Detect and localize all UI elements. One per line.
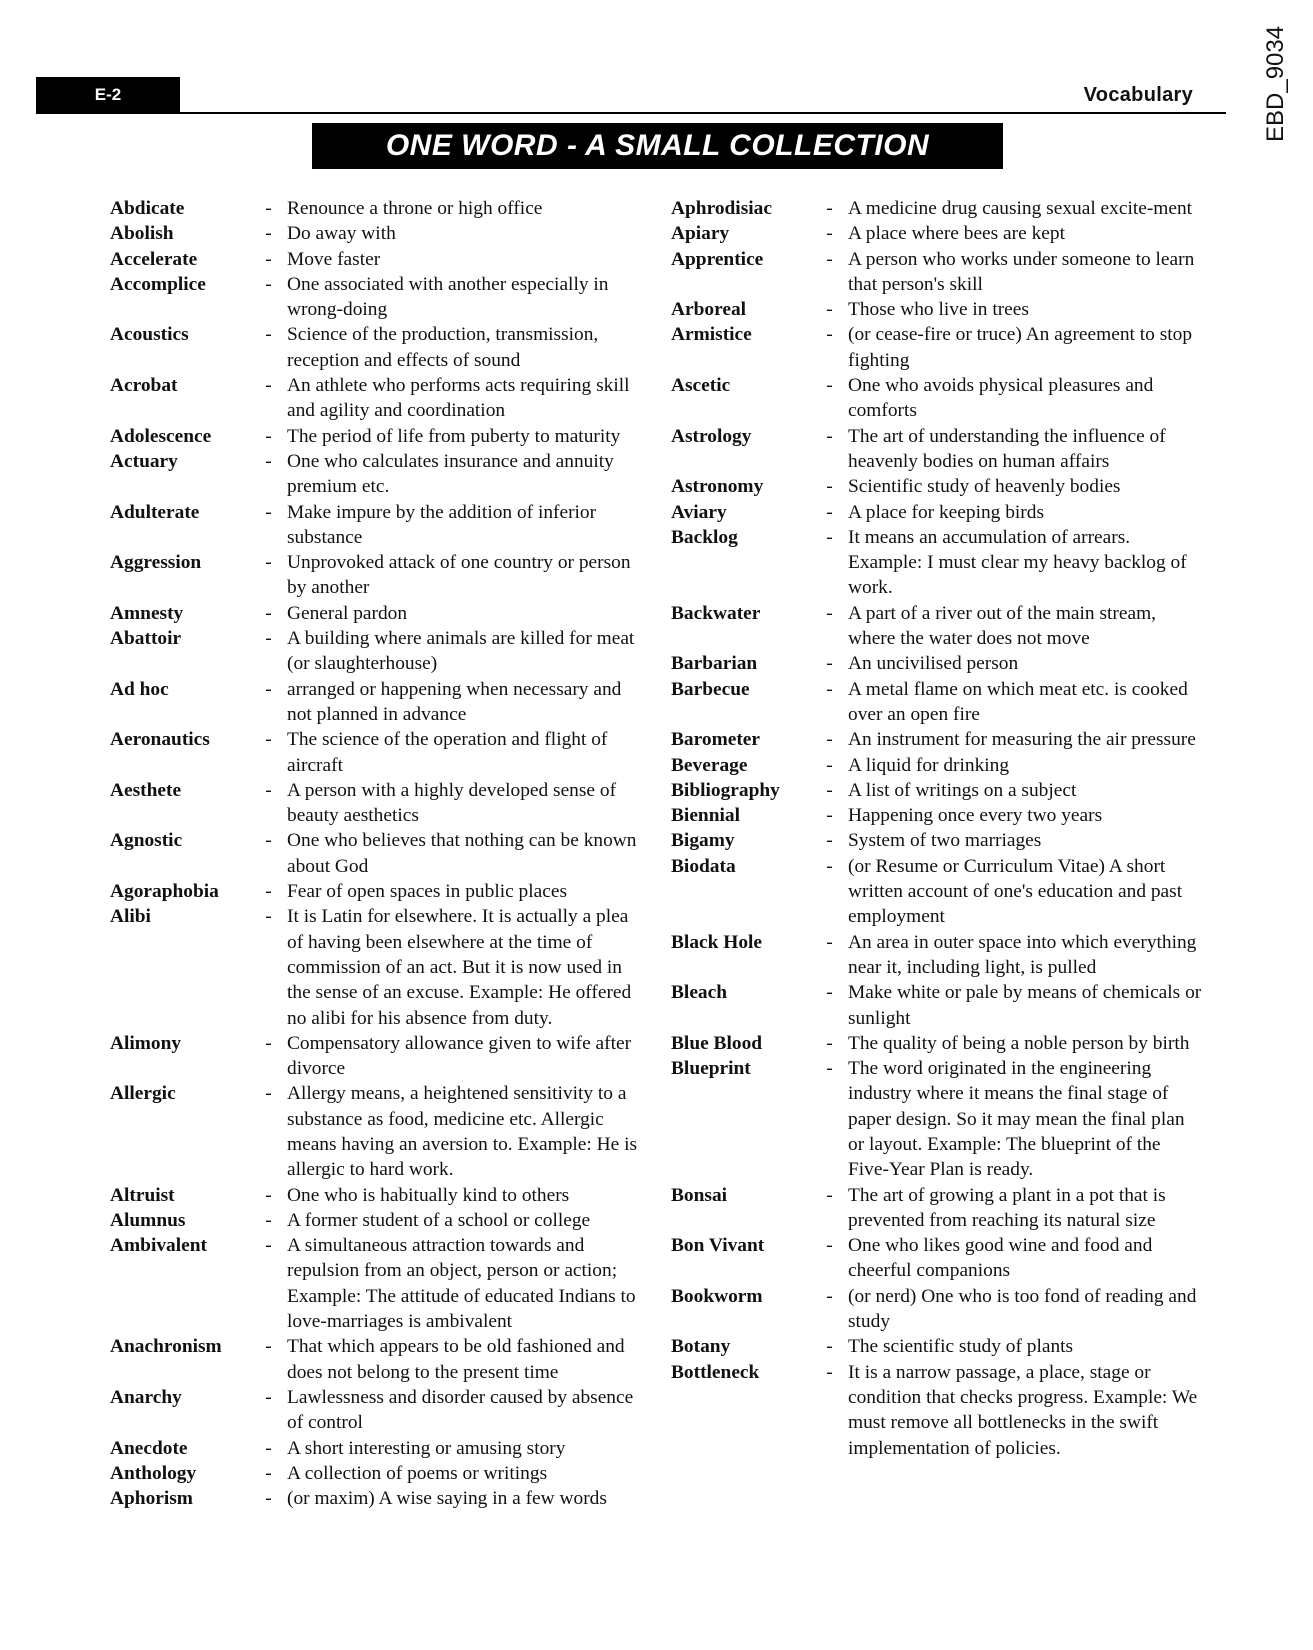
vocab-term: Arboreal (671, 299, 747, 321)
vocab-term: Armistice (671, 324, 752, 346)
vocab-term: Accelerate (110, 248, 198, 270)
vocab-term: Barbecue (671, 678, 750, 700)
vocab-entry (110, 322, 642, 373)
dash-separator: - (826, 299, 833, 321)
vocab-entry (110, 449, 642, 500)
vocab-term: Adulterate (110, 501, 200, 523)
vocab-entry (110, 272, 642, 323)
vocab-term: Anthology (110, 1462, 197, 1484)
vocab-term: Ad hoc (110, 678, 169, 700)
vocab-entry (110, 904, 642, 1030)
vocab-entry (110, 1233, 642, 1334)
vocab-definition: A medicine drug causing sexual excite-ment (848, 198, 1193, 219)
vocab-entry (671, 930, 1203, 981)
vocab-term: Anachronism (110, 1336, 222, 1358)
vocab-entry (110, 879, 642, 904)
dash-separator: - (265, 425, 272, 447)
page-title: ONE WORD - A SMALL COLLECTION (312, 123, 1003, 169)
vocab-entry (671, 297, 1203, 322)
vocab-entry (671, 221, 1203, 246)
vocab-definition: The period of life from puberty to maturity (287, 425, 621, 447)
vocab-term: Barometer (671, 729, 761, 751)
vocab-definition: (or Resume or Curriculum Vitae) A short written account of one's education and past employment (848, 855, 1183, 928)
dash-separator: - (265, 273, 272, 295)
vocab-entry (671, 651, 1203, 676)
dash-separator: - (826, 729, 833, 751)
dash-separator: - (826, 779, 833, 801)
dash-separator: - (826, 1058, 833, 1080)
vocab-term: Acoustics (110, 324, 189, 346)
dash-separator: - (265, 1083, 272, 1105)
vocab-entry (110, 373, 642, 424)
vocab-definition: One associated with another especially in wrong-doing (287, 273, 609, 321)
dash-separator: - (826, 375, 833, 397)
vocab-term: Agnostic (110, 830, 183, 852)
vocab-definition: One who believes that nothing can be known about God (287, 830, 637, 877)
vocab-term: Blueprint (671, 1058, 751, 1080)
page-label: E-2 (36, 77, 180, 113)
dash-separator: - (826, 476, 833, 498)
vocab-term: Actuary (110, 450, 178, 472)
dash-separator: - (265, 375, 272, 397)
vocab-definition: (or maxim) A wise saying in a few words (287, 1488, 607, 1510)
dash-separator: - (265, 324, 272, 346)
dash-separator: - (826, 830, 833, 852)
vocab-term: Barbarian (671, 653, 758, 675)
vocab-term: Biennial (671, 805, 740, 827)
vocab-entry (110, 828, 642, 879)
dash-separator: - (826, 653, 833, 675)
vocab-definition: It is a narrow passage, a place, stage or condition that checks progress. Example: We must remove all bottlenecks in the swift implementation of policies. (848, 1361, 1198, 1459)
vocab-term: Aesthete (110, 779, 182, 801)
vocab-term: Bon Vivant (671, 1235, 765, 1257)
vocab-definition: A building where animals are killed for meat (or slaughterhouse) (287, 628, 635, 675)
vocab-term: Aphrodisiac (671, 198, 772, 219)
section-name: Vocabulary (1083, 84, 1193, 106)
vocab-definition: The quality of being a noble person by birth (848, 1032, 1190, 1054)
vocab-term: Amnesty (110, 602, 184, 624)
vocab-term: Altruist (110, 1184, 175, 1206)
vocab-term: Bottleneck (671, 1361, 760, 1383)
vocab-entry (110, 727, 642, 778)
vocab-definition: One who likes good wine and food and cheerful companions (848, 1235, 1153, 1282)
vocab-term: Ambivalent (110, 1235, 207, 1257)
vocab-entry (110, 1334, 642, 1385)
dash-separator: - (826, 1032, 833, 1054)
dash-separator: - (265, 501, 272, 523)
vocab-term: Botany (671, 1336, 731, 1358)
dash-separator: - (826, 425, 833, 447)
vocab-entry (110, 601, 642, 626)
vocab-definition: Unprovoked attack of one country or person by another (287, 552, 631, 599)
dash-separator: - (265, 906, 272, 928)
vocab-definition: One who avoids physical pleasures and comforts (848, 375, 1154, 422)
vocab-term: Abattoir (110, 628, 182, 650)
vocab-entry (110, 1436, 642, 1461)
vocab-definition: A person who works under someone to learn that person's skill (848, 248, 1195, 295)
vocab-entry (671, 753, 1203, 778)
dash-separator: - (265, 729, 272, 751)
vocab-entry (671, 247, 1203, 298)
vocab-entry (671, 424, 1203, 475)
vocab-term: Accomplice (110, 273, 206, 295)
vocab-definition: Allergy means, a heightened sensitivity to a substance as food, medicine etc. Allergic means having an aversion to. Example: He is allergic to hard work. (287, 1083, 638, 1181)
dash-separator: - (826, 1184, 833, 1206)
vocab-term: Agoraphobia (110, 881, 219, 903)
dash-separator: - (826, 678, 833, 700)
vocab-definition: A person with a highly developed sense of beauty aesthetics (287, 779, 617, 827)
vocab-definition: An athlete who performs acts requiring skill and agility and coordination (287, 375, 630, 422)
vocab-term: Anarchy (110, 1386, 182, 1408)
dash-separator: - (826, 602, 833, 624)
vocab-definition: (or nerd) One who is too fond of reading and study (848, 1285, 1197, 1333)
vocab-definition: A part of a river out of the main stream, where the water does not move (848, 602, 1156, 650)
vocab-term: Adolescence (110, 425, 212, 447)
vocab-definition: The science of the operation and flight of aircraft (287, 729, 608, 776)
dash-separator: - (265, 779, 272, 801)
dash-separator: - (826, 754, 833, 776)
vocab-entry (671, 474, 1203, 499)
vocab-entry (110, 500, 642, 551)
dash-separator: - (265, 1437, 272, 1459)
vocab-definition: An instrument for measuring the air pressure (848, 729, 1196, 751)
vocab-definition: A simultaneous attraction towards and repulsion from an object, person or action; Example: The attitude of educated Indians to love-marriages is ambivalent (287, 1235, 636, 1333)
dash-separator: - (265, 1386, 272, 1408)
dash-separator: - (826, 324, 833, 346)
dash-separator: - (265, 830, 272, 852)
vocab-term: Anecdote (110, 1437, 188, 1459)
dash-separator: - (826, 805, 833, 827)
vocab-entry (110, 196, 642, 221)
vocab-entry (110, 778, 642, 829)
vocab-definition: An uncivilised person (848, 653, 1019, 675)
vocab-term: Astrology (671, 425, 752, 447)
vocab-entry (110, 1385, 642, 1436)
vocab-entry (671, 322, 1203, 373)
vocab-entry (110, 550, 642, 601)
vocab-entry (110, 1031, 642, 1082)
vocab-term: Blue Blood (671, 1032, 763, 1054)
vocab-definition: It means an accumulation of arrears. Example: I must clear my heavy backlog of work. (848, 526, 1187, 599)
vocab-term: Abdicate (110, 198, 185, 219)
dash-separator: - (265, 1336, 272, 1358)
vocab-term: Aphorism (110, 1488, 193, 1510)
vocab-definition: Scientific study of heavenly bodies (848, 476, 1121, 498)
vocab-definition: The scientific study of plants (848, 1336, 1074, 1358)
vocab-term: Acrobat (110, 375, 178, 397)
dash-separator: - (265, 248, 272, 270)
dash-separator: - (265, 628, 272, 650)
vocab-term: Bigamy (671, 830, 735, 852)
left-column (110, 196, 642, 1511)
vocab-definition: arranged or happening when necessary and not planned in advance (287, 678, 622, 725)
vocab-entry (110, 424, 642, 449)
vocab-term: Aggression (110, 552, 202, 574)
dash-separator: - (826, 1336, 833, 1358)
dash-separator: - (265, 1235, 272, 1257)
vocab-term: Aviary (671, 501, 727, 523)
vocab-entry (110, 1081, 642, 1182)
dash-separator: - (265, 1488, 272, 1510)
vocab-definition: Move faster (287, 248, 381, 270)
dash-separator: - (826, 223, 833, 245)
vocab-entry (671, 1360, 1203, 1461)
vocab-definition: The art of growing a plant in a pot that is prevented from reaching its natural size (848, 1184, 1166, 1231)
vocab-term: Aeronautics (110, 729, 210, 751)
vocab-entry (110, 1486, 642, 1511)
vocab-definition: Fear of open spaces in public places (287, 881, 567, 903)
vocab-term: Biodata (671, 855, 736, 877)
vocab-term: Beverage (671, 754, 748, 776)
vocab-definition: One who is habitually kind to others (287, 1184, 570, 1206)
vocab-entry (110, 221, 642, 246)
vocab-definition: Lawlessness and disorder caused by absence of control (287, 1386, 634, 1434)
vocab-definition: Do away with (287, 223, 396, 245)
dash-separator: - (265, 881, 272, 903)
vocab-definition: A short interesting or amusing story (287, 1437, 566, 1459)
header-rule (36, 112, 1226, 114)
vocab-term: Alibi (110, 906, 151, 928)
vocab-term: Bibliography (671, 779, 780, 801)
vocab-entry (671, 1284, 1203, 1335)
dash-separator: - (265, 1462, 272, 1484)
dash-separator: - (826, 855, 833, 877)
dash-separator: - (826, 526, 833, 548)
vocab-definition: One who calculates insurance and annuity premium etc. (287, 450, 614, 498)
dash-separator: - (826, 1285, 833, 1307)
vocab-entry (110, 1461, 642, 1486)
vocab-entry (110, 626, 642, 677)
vocab-definition: A list of writings on a subject (848, 779, 1077, 801)
vocab-definition: A former student of a school or college (287, 1209, 591, 1231)
vocab-term: Astronomy (671, 476, 764, 498)
dash-separator: - (826, 931, 833, 953)
vocab-definition: System of two marriages (848, 830, 1042, 852)
vocab-definition: The art of understanding the influence of heavenly bodies on human affairs (848, 425, 1166, 472)
vocab-term: Alumnus (110, 1209, 186, 1231)
dash-separator: - (826, 1361, 833, 1383)
vocab-entry (110, 1183, 642, 1208)
vocab-entry (671, 196, 1203, 221)
dash-separator: - (826, 248, 833, 270)
vocab-definition: General pardon (287, 602, 408, 624)
vocab-entry (671, 1233, 1203, 1284)
vocab-entry (110, 1208, 642, 1233)
vocab-definition: Make impure by the addition of inferior substance (287, 501, 597, 548)
vocab-entry (110, 677, 642, 728)
vocab-term: Bleach (671, 982, 728, 1004)
vocab-term: Apprentice (671, 248, 764, 270)
vocab-term: Abolish (110, 223, 174, 245)
vocab-definition: A place where bees are kept (848, 223, 1065, 245)
vocab-definition: A collection of poems or writings (287, 1462, 548, 1484)
vocab-entry (110, 247, 642, 272)
dash-separator: - (265, 1032, 272, 1054)
vocab-definition: Make white or pale by means of chemicals or sunlight (848, 982, 1202, 1029)
dash-separator: - (826, 198, 833, 219)
vocab-definition: A metal flame on which meat etc. is cooked over an open fire (848, 678, 1188, 725)
dash-separator: - (265, 602, 272, 624)
vocab-definition: A liquid for drinking (848, 754, 1010, 776)
dash-separator: - (265, 1209, 272, 1231)
vocab-entry (671, 373, 1203, 424)
vocab-term: Apiary (671, 223, 730, 245)
vocab-definition: Happening once every two years (848, 805, 1103, 827)
vocab-term: Backwater (671, 602, 761, 624)
vocab-term: Allergic (110, 1083, 176, 1105)
vocab-entry (671, 1183, 1203, 1234)
vocab-entry (671, 778, 1203, 803)
right-column (671, 196, 1203, 1461)
vocab-term: Black Hole (671, 931, 763, 953)
dash-separator: - (265, 1184, 272, 1206)
vocab-definition: (or cease-fire or truce) An agreement to stop fighting (848, 324, 1193, 371)
dash-separator: - (826, 982, 833, 1004)
vocab-definition: The word originated in the engineering industry where it means the final stage of paper design. So it may mean the final plan or layout. Example: The blueprint of the Five-Year Plan is ready. (848, 1058, 1185, 1181)
dash-separator: - (265, 223, 272, 245)
vocab-definition: An area in outer space into which everything near it, including light, is pulled (848, 931, 1197, 978)
dash-separator: - (265, 678, 272, 700)
vocab-entry (671, 828, 1203, 853)
vocab-entry (671, 1031, 1203, 1056)
vocab-definition: Renounce a throne or high office (287, 198, 543, 219)
vocab-definition: It is Latin for elsewhere. It is actually a plea of having been elsewhere at the time of commission of an act. But it is now used in the sense of an excuse. Example: He offered no alibi for his absence from duty. (287, 906, 632, 1029)
dash-separator: - (826, 1235, 833, 1257)
vocab-entry (671, 500, 1203, 525)
vocab-entry (671, 803, 1203, 828)
vocab-term: Bookworm (671, 1285, 763, 1307)
vocab-term: Ascetic (671, 375, 731, 397)
doc-code: EBD_9034 (1262, 25, 1289, 142)
dash-separator: - (826, 501, 833, 523)
dash-separator: - (265, 552, 272, 574)
vocab-definition: That which appears to be old fashioned and does not belong to the present time (287, 1336, 625, 1383)
vocab-definition: Those who live in trees (848, 299, 1029, 321)
vocab-entry (671, 727, 1203, 752)
vocab-term: Alimony (110, 1032, 182, 1054)
vocab-entry (671, 980, 1203, 1031)
vocab-definition: Compensatory allowance given to wife after divorce (287, 1032, 632, 1080)
vocab-entry (671, 1334, 1203, 1359)
vocab-term: Bonsai (671, 1184, 728, 1206)
vocab-entry (671, 525, 1203, 601)
vocab-entry (671, 854, 1203, 930)
vocab-definition: A place for keeping birds (848, 501, 1044, 523)
dash-separator: - (265, 450, 272, 472)
dash-separator: - (265, 198, 272, 219)
vocab-entry (671, 677, 1203, 728)
vocab-term: Backlog (671, 526, 738, 548)
vocab-definition: Science of the production, transmission, reception and effects of sound (287, 324, 599, 371)
vocab-entry (671, 601, 1203, 652)
vocab-entry (671, 1056, 1203, 1182)
